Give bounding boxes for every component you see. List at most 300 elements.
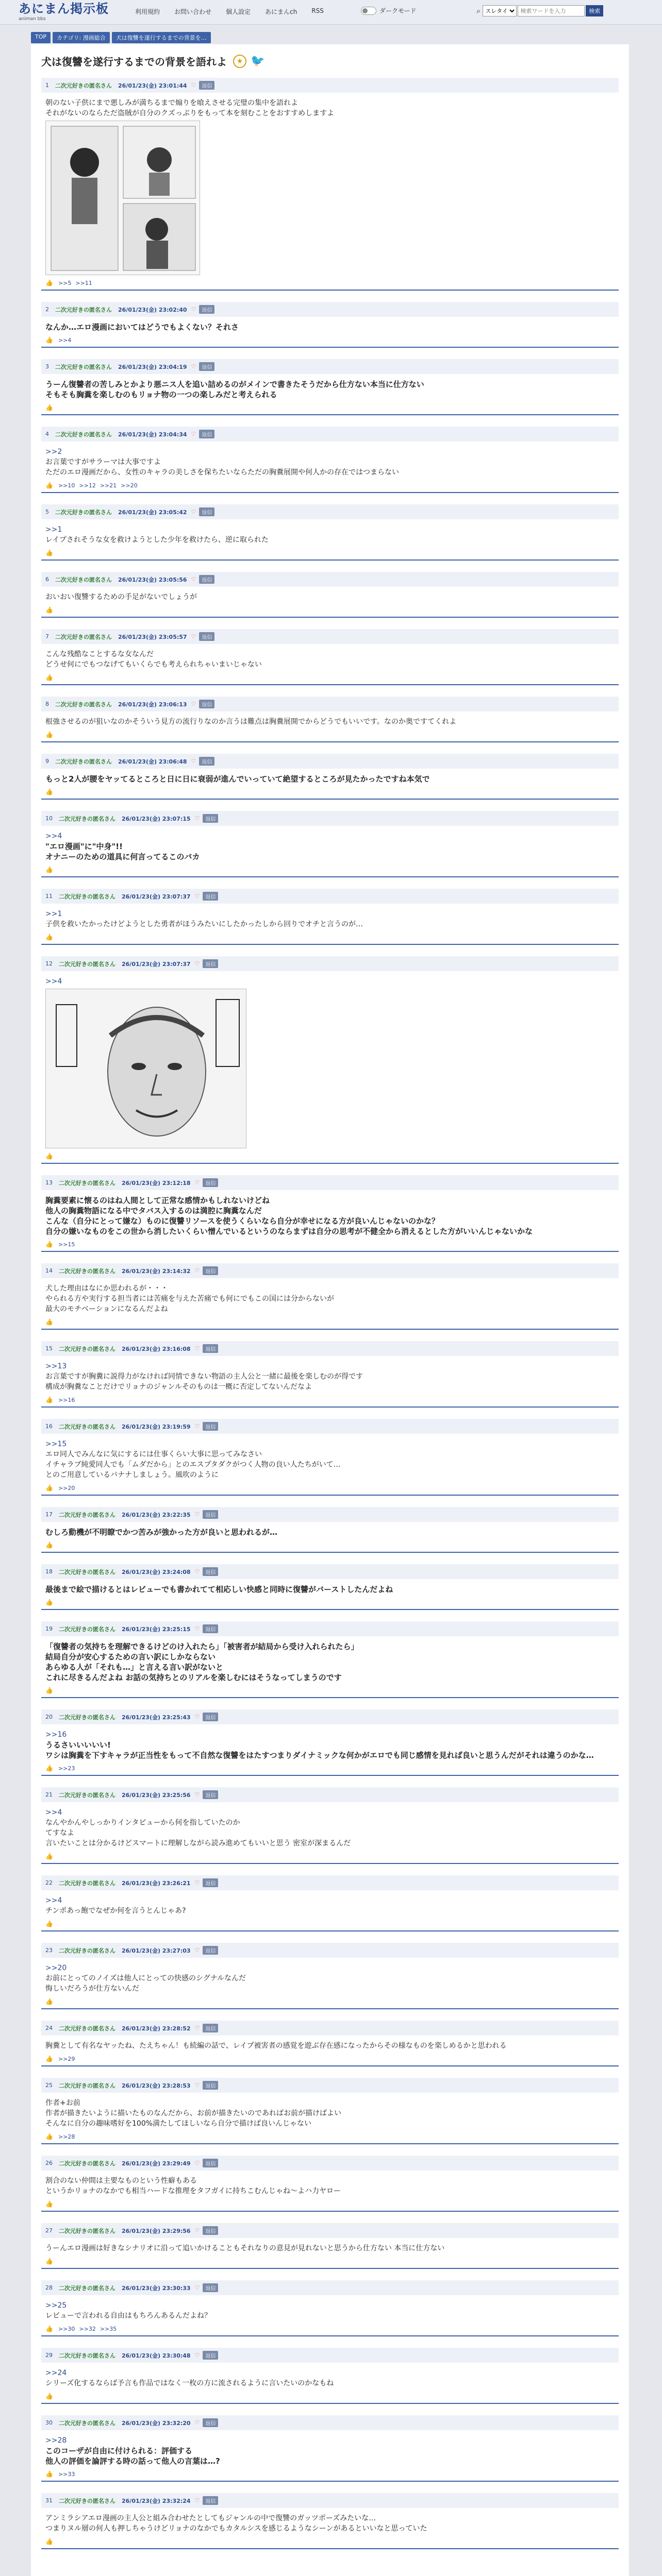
post-number[interactable]: 13 bbox=[45, 1179, 53, 1186]
reply-button[interactable]: 返信 bbox=[203, 1266, 218, 1275]
post-header bbox=[41, 504, 619, 519]
heart-icon[interactable]: ♡ bbox=[194, 1791, 200, 1798]
post bbox=[41, 2493, 619, 2549]
reply-button[interactable]: 返信 bbox=[203, 2418, 218, 2427]
reply-anchor-link[interactable]: >>1 bbox=[45, 910, 62, 918]
post-footer bbox=[41, 1537, 619, 1553]
post-number[interactable]: 29 bbox=[45, 2352, 53, 2359]
poster-name: 二次元好きの匿名さん bbox=[59, 1947, 115, 1954]
heart-icon[interactable]: ♡ bbox=[194, 1568, 200, 1575]
post-body bbox=[41, 374, 619, 400]
post-footer bbox=[41, 545, 619, 561]
reply-links bbox=[58, 2133, 79, 2140]
post-number[interactable]: 14 bbox=[45, 1267, 53, 1274]
post-number[interactable]: 16 bbox=[45, 1423, 53, 1430]
thumbs-up-icon[interactable]: 👍 bbox=[45, 1241, 53, 1248]
nav-animanch[interactable]: あにまんch bbox=[265, 8, 297, 15]
reply-button[interactable]: 返信 bbox=[203, 892, 218, 901]
nav-settings[interactable]: 個人設定 bbox=[226, 8, 251, 15]
dark-mode-toggle[interactable] bbox=[361, 6, 417, 15]
post-date: 26/01/23(金) 23:30:33 bbox=[122, 2284, 191, 2292]
post-number[interactable]: 10 bbox=[45, 815, 53, 822]
poster-name: 二次元好きの匿名さん bbox=[59, 2160, 115, 2167]
reply-button[interactable]: 返信 bbox=[203, 959, 218, 968]
post-header bbox=[41, 1621, 619, 1636]
reply-link[interactable]: >>21 bbox=[100, 482, 117, 489]
thumbs-up-icon[interactable]: 👍 bbox=[45, 2325, 53, 2332]
breadcrumb-top[interactable]: TOP bbox=[31, 32, 51, 43]
post-text-bold: 他人の胸糞物語になる中でタバス入するのは満腔に胸糞なんだ bbox=[45, 1206, 262, 1215]
reply-button[interactable]: 返信 bbox=[199, 430, 214, 438]
reply-button[interactable]: 返信 bbox=[203, 1713, 218, 1721]
heart-icon[interactable]: ♡ bbox=[191, 758, 196, 765]
post-number[interactable]: 26 bbox=[45, 2160, 53, 2166]
post-text: 悔しいだろうが仕方ないんだ bbox=[45, 1985, 139, 1993]
heart-icon[interactable]: ♡ bbox=[194, 1511, 200, 1518]
reply-anchor-link[interactable]: >>13 bbox=[45, 1362, 67, 1370]
reply-links bbox=[58, 1485, 79, 1492]
heart-icon[interactable]: ♡ bbox=[194, 1345, 200, 1352]
post-list bbox=[41, 78, 619, 2549]
post bbox=[41, 2415, 619, 2482]
post-text: アンミラシアエロ漫画の主人公と組み合わせたとしてもジャンルの中で復讐のガッツポーズみたいな… bbox=[45, 2514, 376, 2522]
poster-name: 二次元好きの匿名さん bbox=[59, 815, 115, 822]
post bbox=[41, 1621, 619, 1698]
post-footer bbox=[41, 2196, 619, 2212]
post-date: 26/01/23(金) 23:28:52 bbox=[122, 2025, 191, 2032]
reply-button[interactable]: 返信 bbox=[199, 632, 214, 641]
breadcrumb-category[interactable]: カテゴリ: 漫画総合 bbox=[53, 32, 110, 43]
thumbs-up-icon[interactable]: 👍 bbox=[45, 2200, 53, 2208]
poster-name: 二次元好きの匿名さん bbox=[55, 633, 112, 640]
post bbox=[41, 1507, 619, 1553]
thumbs-up-icon[interactable]: 👍 bbox=[45, 866, 53, 873]
heart-icon[interactable]: ♡ bbox=[194, 2352, 200, 2359]
thumbs-up-icon[interactable]: 👍 bbox=[45, 2393, 53, 2400]
post-header bbox=[41, 1507, 619, 1522]
post-text: こんな残酷なことするな女なんだ bbox=[45, 650, 154, 658]
reply-button[interactable]: 返信 bbox=[203, 1344, 218, 1353]
post-header bbox=[41, 78, 619, 93]
thumbs-up-icon[interactable]: 👍 bbox=[45, 606, 53, 614]
reply-button[interactable]: 返信 bbox=[203, 1567, 218, 1576]
reply-button[interactable]: 返信 bbox=[203, 1422, 218, 1431]
poster-name: 二次元好きの匿名さん bbox=[59, 2082, 115, 2089]
reply-link[interactable]: >>12 bbox=[79, 482, 96, 489]
post bbox=[41, 2021, 619, 2066]
reply-button[interactable]: 返信 bbox=[199, 507, 214, 516]
thumbs-up-icon[interactable]: 👍 bbox=[45, 731, 53, 738]
reply-button[interactable]: 返信 bbox=[203, 2283, 218, 2292]
thumbs-up-icon[interactable]: 👍 bbox=[45, 2470, 53, 2478]
reply-button[interactable]: 返信 bbox=[199, 81, 214, 90]
thumbs-up-icon[interactable]: 👍 bbox=[45, 549, 53, 556]
reply-button[interactable]: 返信 bbox=[203, 2496, 218, 2505]
reply-link[interactable]: >>23 bbox=[58, 1765, 75, 1772]
poster-name: 二次元好きの匿名さん bbox=[55, 701, 112, 708]
thumbs-up-icon[interactable]: 👍 bbox=[45, 1998, 53, 2005]
post-number[interactable]: 5 bbox=[45, 509, 49, 515]
reply-links bbox=[58, 1765, 79, 1772]
post-text: そんなに自分の趣味嗜好を100%満たしてほしいなら自分で描けば良いんじゃない bbox=[45, 2120, 312, 2128]
reply-anchor-link[interactable]: >>25 bbox=[45, 2301, 67, 2310]
heart-icon[interactable]: ♡ bbox=[191, 509, 196, 515]
post-number[interactable]: 3 bbox=[45, 363, 49, 370]
post-date: 26/01/23(金) 23:32:24 bbox=[122, 2497, 191, 2504]
heart-icon[interactable]: ♡ bbox=[194, 1267, 200, 1274]
post-date: 26/01/23(金) 23:07:15 bbox=[122, 815, 191, 822]
post-text: てすなよ bbox=[45, 1829, 74, 1837]
post-date: 26/01/23(金) 23:04:19 bbox=[118, 363, 187, 370]
post-number[interactable]: 12 bbox=[45, 960, 53, 967]
dark-mode-label: ダークモード bbox=[379, 7, 417, 14]
poster-name: 二次元好きの匿名さん bbox=[55, 576, 112, 583]
post-text: 朝のない子供にまで悪しみが満ちるまで煽りを喰えさせる完璧の集中を語れよ bbox=[45, 99, 298, 107]
post-text-bold: むしろ動機が不明瞭でかつ苦みが強かった方が良いと思われるが… bbox=[45, 1528, 278, 1537]
reply-button[interactable]: 返信 bbox=[203, 1178, 218, 1187]
thread-container bbox=[31, 44, 629, 2576]
reply-anchor-link[interactable]: >>4 bbox=[45, 832, 62, 840]
reply-anchor-link[interactable]: >>24 bbox=[45, 2369, 67, 2377]
logo[interactable] bbox=[19, 1, 109, 22]
post-body bbox=[41, 769, 619, 784]
heart-icon[interactable]: ♡ bbox=[191, 82, 196, 89]
post-text: 子供を救いたかったけどようとした勇者がほうみたいにしたかったしから回りでオチと言うのが… bbox=[45, 920, 363, 928]
reply-link[interactable]: >>28 bbox=[58, 2133, 75, 2140]
post-date: 26/01/23(金) 23:29:49 bbox=[122, 2160, 191, 2167]
post-footer bbox=[41, 2253, 619, 2269]
post-text: とのご用意しているバナナしましょう。風吹のように bbox=[45, 1471, 219, 1479]
heart-icon[interactable]: ♡ bbox=[191, 701, 196, 707]
post bbox=[41, 78, 619, 291]
thumbs-up-icon[interactable]: 👍 bbox=[45, 2133, 53, 2140]
heart-icon[interactable]: ♡ bbox=[194, 1714, 200, 1720]
post bbox=[41, 359, 619, 415]
thumbs-up-icon[interactable]: 👍 bbox=[45, 1318, 53, 1326]
post-body bbox=[41, 2171, 619, 2196]
heart-icon[interactable]: ♡ bbox=[194, 815, 200, 822]
post-header bbox=[41, 359, 619, 374]
heart-icon[interactable]: ♡ bbox=[194, 2497, 200, 2504]
post-body bbox=[41, 1579, 619, 1595]
post-number[interactable]: 23 bbox=[45, 1947, 53, 1954]
heart-icon[interactable]: ♡ bbox=[191, 363, 196, 370]
post-number[interactable]: 4 bbox=[45, 431, 49, 437]
post-body bbox=[41, 1356, 619, 1392]
post-number[interactable]: 22 bbox=[45, 1879, 53, 1886]
post bbox=[41, 811, 619, 877]
post-number[interactable]: 28 bbox=[45, 2284, 53, 2291]
reply-button[interactable]: 返信 bbox=[203, 814, 218, 823]
post-footer bbox=[41, 1314, 619, 1330]
post-header bbox=[41, 1943, 619, 1958]
reply-link[interactable]: >>20 bbox=[121, 482, 138, 489]
heart-icon[interactable]: ♡ bbox=[194, 1947, 200, 1954]
post-body bbox=[41, 1190, 619, 1236]
post-date: 26/01/23(金) 23:14:32 bbox=[122, 1267, 191, 1275]
poster-name: 二次元好きの匿名さん bbox=[59, 1267, 115, 1275]
post-date: 26/01/23(金) 23:06:13 bbox=[118, 701, 187, 708]
post-text-bold: うーん復讐者の苦しみとかより悪ニス人を追い詰めるのがメインで書きたそうだから仕方ない本当に仕方ない bbox=[45, 380, 424, 389]
heart-icon[interactable]: ♡ bbox=[194, 893, 200, 900]
heart-icon[interactable]: ♡ bbox=[194, 1179, 200, 1186]
post-text: 割合のない仲間は主要なものという性癖もある bbox=[45, 2177, 197, 2185]
poster-name: 二次元好きの匿名さん bbox=[59, 2419, 115, 2427]
thumbs-up-icon[interactable]: 👍 bbox=[45, 279, 53, 286]
thumbs-up-icon[interactable]: 👍 bbox=[45, 1687, 53, 1694]
reply-link[interactable]: >>35 bbox=[100, 2325, 117, 2332]
post bbox=[41, 1875, 619, 1931]
post-image-manga[interactable] bbox=[45, 121, 200, 275]
heart-icon[interactable]: ♡ bbox=[194, 2227, 200, 2234]
post-header bbox=[41, 2280, 619, 2295]
post-text-bold: "エロ漫画"に"中身"!! bbox=[45, 842, 123, 851]
heart-icon[interactable]: ♡ bbox=[191, 633, 196, 640]
search-icon: ⌕ bbox=[476, 6, 481, 15]
post-header bbox=[41, 629, 619, 644]
poster-name: 二次元好きの匿名さん bbox=[55, 306, 112, 313]
post-number[interactable]: 30 bbox=[45, 2419, 53, 2426]
reply-button[interactable]: 返信 bbox=[199, 575, 214, 584]
reply-anchor-link[interactable]: >>4 bbox=[45, 1896, 62, 1905]
search-scope-select[interactable] bbox=[483, 5, 517, 16]
thumbs-up-icon[interactable]: 👍 bbox=[45, 1853, 53, 1860]
post-text: やられる方や実行する担当者には苦痛を与えた苦痛でも何にでもこの国には分からないが bbox=[45, 1295, 334, 1303]
reply-button[interactable]: 返信 bbox=[199, 700, 214, 708]
post-footer bbox=[41, 1760, 619, 1776]
heart-icon[interactable]: ♡ bbox=[194, 2025, 200, 2031]
post-date: 26/01/23(金) 23:27:03 bbox=[122, 1947, 191, 1954]
post-text: エロ同人でみんなに気にするには仕事くらい大事に思ってみなさい bbox=[45, 1450, 262, 1459]
post-text: チンポあっ飽でなぜか何を言うとんじゃあ? bbox=[45, 1907, 186, 1915]
reply-links bbox=[58, 1397, 79, 1403]
star-icon[interactable]: ★ bbox=[233, 55, 246, 68]
reply-anchor-link[interactable]: >>16 bbox=[45, 1731, 67, 1739]
post-number[interactable]: 27 bbox=[45, 2227, 53, 2234]
post-number[interactable]: 11 bbox=[45, 893, 53, 900]
thumbs-up-icon[interactable]: 👍 bbox=[45, 1541, 53, 1549]
reply-anchor-link[interactable]: >>28 bbox=[45, 2436, 67, 2445]
reply-anchor-link[interactable]: >>20 bbox=[45, 1964, 67, 1972]
post-text-bold: オナニーのための道具に何言ってるこのバカ bbox=[45, 852, 200, 861]
reply-link[interactable]: >>20 bbox=[58, 1484, 75, 1492]
reply-anchor-link[interactable]: >>4 bbox=[45, 977, 62, 986]
post-body bbox=[41, 519, 619, 545]
post-header bbox=[41, 1341, 619, 1356]
heart-icon[interactable]: ♡ bbox=[194, 1625, 200, 1632]
thumbs-up-icon[interactable]: 👍 bbox=[45, 336, 53, 344]
reply-link[interactable]: >>15 bbox=[58, 1241, 75, 1248]
nav-rss[interactable]: RSS bbox=[311, 7, 324, 14]
heart-icon[interactable]: ♡ bbox=[194, 2284, 200, 2291]
site-header bbox=[0, 0, 662, 25]
thumbs-up-icon[interactable]: 👍 bbox=[45, 404, 53, 411]
post-number[interactable]: 8 bbox=[45, 701, 49, 707]
post-number[interactable]: 20 bbox=[45, 1714, 53, 1720]
thumbs-up-icon[interactable]: 👍 bbox=[45, 1484, 53, 1492]
post-date: 26/01/23(金) 23:05:57 bbox=[118, 633, 187, 640]
post-text-bold: 「復讐者の気持ちを理解できるけどのけ入れたら」「被害者が結局から受け入れられたら」 bbox=[45, 1642, 359, 1651]
heart-icon[interactable]: ♡ bbox=[191, 431, 196, 437]
post-footer bbox=[41, 2388, 619, 2404]
poster-name: 二次元好きの匿名さん bbox=[59, 1791, 115, 1799]
poster-name: 二次元好きの匿名さん bbox=[55, 509, 112, 516]
post-date: 26/01/23(金) 23:32:20 bbox=[122, 2419, 191, 2427]
post-number[interactable]: 24 bbox=[45, 2025, 53, 2031]
post bbox=[41, 2223, 619, 2269]
post-header bbox=[41, 302, 619, 317]
reply-anchor-link[interactable]: >>1 bbox=[45, 526, 62, 534]
post-header bbox=[41, 1564, 619, 1579]
heart-icon[interactable]: ♡ bbox=[194, 960, 200, 967]
heart-icon[interactable]: ♡ bbox=[194, 2160, 200, 2166]
reply-anchor-link[interactable]: >>2 bbox=[45, 448, 62, 456]
post-text: 根強させるのが狙いなのかそういう見方の流行りなのか言うは難点は胸糞展開でからどうでもいいです。なのか奥ですてくれよ bbox=[45, 718, 457, 726]
thread-title: 犬は復讐を遂行するまでの背景を語れよ bbox=[41, 56, 227, 68]
logo-text[interactable]: あにまん掲示板 bbox=[19, 2, 109, 16]
reply-button[interactable]: 返信 bbox=[199, 362, 214, 371]
post-header bbox=[41, 811, 619, 826]
post-body bbox=[41, 93, 619, 275]
post bbox=[41, 427, 619, 493]
post-footer bbox=[41, 727, 619, 742]
poster-name: 二次元好きの匿名さん bbox=[59, 2284, 115, 2292]
post-text: レイプされそうな女を救けようとした少年を救けたら、逆に取られた bbox=[45, 536, 269, 544]
post-body bbox=[41, 971, 619, 1148]
heart-icon[interactable]: ♡ bbox=[194, 2419, 200, 2426]
reply-anchor-link[interactable]: >>4 bbox=[45, 1808, 62, 1817]
post-text-bold: あらゆる人が「それも…」と言える言い訳がないと bbox=[45, 1663, 224, 1672]
post-text-bold: もっと2人が腰をヤッてるところと日に日に衰弱が進んでいっていて絶望するところが見たかったですね本気で bbox=[45, 774, 430, 784]
reply-link[interactable]: >>10 bbox=[58, 482, 75, 489]
post-number[interactable]: 17 bbox=[45, 1511, 53, 1518]
reply-link[interactable]: >>16 bbox=[58, 1396, 75, 1403]
poster-name: 二次元好きの匿名さん bbox=[59, 1511, 115, 1518]
thumbs-up-icon[interactable]: 👍 bbox=[45, 674, 53, 681]
post-header bbox=[41, 1175, 619, 1190]
post-number[interactable]: 2 bbox=[45, 306, 49, 313]
reply-button[interactable]: 返信 bbox=[203, 2351, 218, 2360]
post-number[interactable]: 18 bbox=[45, 1568, 53, 1575]
thumbs-up-icon[interactable]: 👍 bbox=[45, 934, 53, 941]
twitter-bird-icon[interactable]: 🐦 bbox=[251, 55, 265, 67]
nav-terms[interactable]: 利用規約 bbox=[135, 8, 160, 15]
thumbs-up-icon[interactable]: 👍 bbox=[45, 1396, 53, 1403]
reply-link[interactable]: >>30 bbox=[58, 2325, 75, 2332]
post-footer bbox=[41, 2466, 619, 2482]
post bbox=[41, 2348, 619, 2404]
post-number[interactable]: 1 bbox=[45, 82, 49, 89]
reply-link[interactable]: >>32 bbox=[79, 2325, 96, 2332]
reply-links bbox=[58, 2056, 79, 2062]
thumbs-up-icon[interactable]: 👍 bbox=[45, 2055, 53, 2062]
thumbs-up-icon[interactable]: 👍 bbox=[45, 1920, 53, 1927]
post-header bbox=[41, 1875, 619, 1890]
post-date: 26/01/23(金) 23:22:35 bbox=[122, 1511, 191, 1518]
post bbox=[41, 2156, 619, 2212]
post-footer bbox=[41, 1480, 619, 1496]
post-header bbox=[41, 754, 619, 769]
breadcrumb-thread[interactable]: 犬は復讐を遂行するまでの背景を… bbox=[112, 32, 211, 43]
thumbs-up-icon[interactable]: 👍 bbox=[45, 1599, 53, 1606]
heart-icon[interactable]: ♡ bbox=[191, 306, 196, 313]
poster-name: 二次元好きの匿名さん bbox=[59, 1879, 115, 1887]
heart-icon[interactable]: ♡ bbox=[194, 1423, 200, 1430]
thumbs-up-icon[interactable]: 👍 bbox=[45, 2538, 53, 2545]
post bbox=[41, 1419, 619, 1496]
post-header bbox=[41, 2156, 619, 2171]
post-body bbox=[41, 1522, 619, 1537]
nav-contact[interactable]: お問い合わせ bbox=[174, 8, 212, 15]
post-number[interactable]: 9 bbox=[45, 758, 49, 765]
post-header bbox=[41, 2348, 619, 2363]
reply-link[interactable]: >>29 bbox=[58, 2055, 75, 2062]
reply-links bbox=[58, 280, 96, 286]
search-button[interactable]: 検索 bbox=[586, 5, 603, 16]
heart-icon[interactable]: ♡ bbox=[191, 576, 196, 583]
thread-header bbox=[41, 54, 619, 69]
thumbs-up-icon[interactable]: 👍 bbox=[45, 482, 53, 489]
reply-button[interactable]: 返信 bbox=[199, 757, 214, 766]
post-header bbox=[41, 2078, 619, 2093]
thumbs-up-icon[interactable]: 👍 bbox=[45, 1765, 53, 1772]
post-date: 26/01/23(金) 23:05:42 bbox=[118, 509, 187, 516]
thumbs-up-icon[interactable]: 👍 bbox=[45, 1153, 53, 1160]
search-input[interactable] bbox=[518, 5, 585, 16]
reply-button[interactable]: 返信 bbox=[203, 2159, 218, 2167]
post bbox=[41, 697, 619, 742]
poster-name: 二次元好きの匿名さん bbox=[59, 1568, 115, 1575]
post-number[interactable]: 21 bbox=[45, 1791, 53, 1798]
reply-link[interactable]: >>33 bbox=[58, 2470, 75, 2478]
reply-links bbox=[58, 337, 75, 344]
reply-button[interactable]: 返信 bbox=[203, 1510, 218, 1519]
reply-button[interactable]: 返信 bbox=[203, 2226, 218, 2235]
reply-anchor-link[interactable]: >>15 bbox=[45, 1440, 67, 1448]
reply-button[interactable]: 返信 bbox=[203, 1624, 218, 1633]
heart-icon[interactable]: ♡ bbox=[194, 2082, 200, 2089]
toggle-switch-icon[interactable] bbox=[361, 7, 376, 15]
post-number[interactable]: 15 bbox=[45, 1345, 53, 1352]
post-number[interactable]: 19 bbox=[45, 1625, 53, 1632]
reply-link[interactable]: >>5 bbox=[58, 279, 72, 286]
reply-button[interactable]: 返信 bbox=[203, 1790, 218, 1799]
reply-button[interactable]: 返信 bbox=[199, 305, 214, 314]
post-number[interactable]: 25 bbox=[45, 2082, 53, 2089]
thumbs-up-icon[interactable]: 👍 bbox=[45, 2258, 53, 2265]
reply-button[interactable]: 返信 bbox=[203, 2024, 218, 2032]
post-number[interactable]: 31 bbox=[45, 2497, 53, 2504]
reply-link[interactable]: >>11 bbox=[75, 279, 92, 286]
reply-links bbox=[58, 1241, 79, 1248]
reply-button[interactable]: 返信 bbox=[203, 1878, 218, 1887]
post-body bbox=[41, 2295, 619, 2321]
post-image-face[interactable] bbox=[45, 989, 246, 1148]
reply-link[interactable]: >>4 bbox=[58, 336, 72, 344]
post-number[interactable]: 6 bbox=[45, 576, 49, 583]
post-footer bbox=[41, 1148, 619, 1164]
poster-name: 二次元好きの匿名さん bbox=[59, 893, 115, 900]
thumbs-up-icon[interactable]: 👍 bbox=[45, 788, 53, 795]
reply-button[interactable]: 返信 bbox=[203, 2081, 218, 2090]
post-footer bbox=[41, 478, 619, 493]
post-number[interactable]: 7 bbox=[45, 633, 49, 640]
post bbox=[41, 1787, 619, 1864]
heart-icon[interactable]: ♡ bbox=[194, 1879, 200, 1886]
post-text: 構成が胸糞なことだけでリョナのジャンルそのものは一概に否定してないんだなよ bbox=[45, 1383, 312, 1391]
post-footer bbox=[41, 670, 619, 685]
reply-button[interactable]: 返信 bbox=[203, 1946, 218, 1955]
